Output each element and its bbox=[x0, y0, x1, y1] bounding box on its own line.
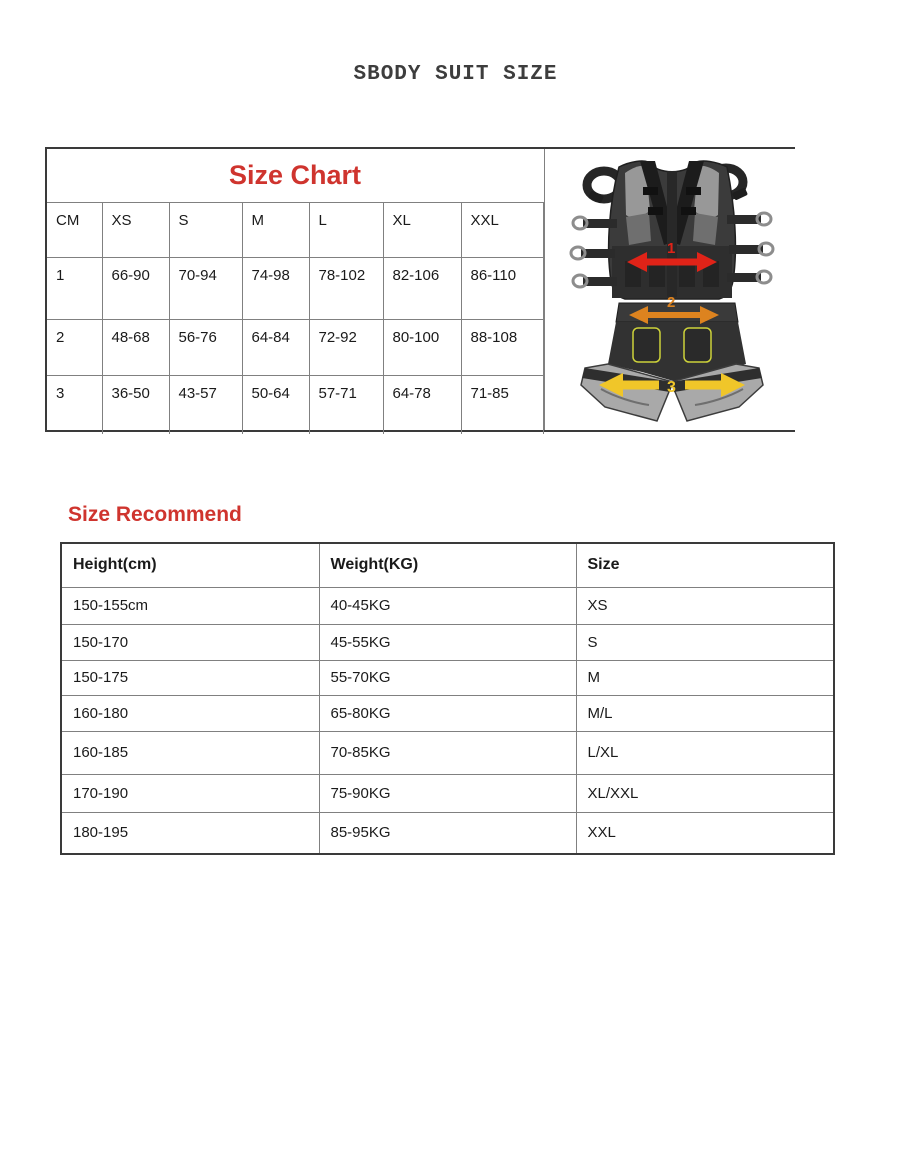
table-cell: 150-155cm bbox=[61, 587, 319, 624]
recommend-header-row bbox=[61, 543, 834, 587]
table-cell: 3 bbox=[47, 375, 102, 434]
col-header-cm: CM bbox=[47, 202, 102, 257]
table-row bbox=[61, 812, 834, 854]
table-cell: M bbox=[576, 660, 834, 695]
table-cell: 74-98 bbox=[242, 257, 309, 319]
vest-shape bbox=[608, 161, 735, 299]
col-header-xl: XL bbox=[383, 202, 461, 257]
table-cell: 2 bbox=[47, 319, 102, 375]
table-cell: 82-106 bbox=[383, 257, 461, 319]
table-cell: 75-90KG bbox=[319, 774, 576, 812]
size-chart-title-row bbox=[47, 149, 543, 202]
col-header-size: Size bbox=[576, 543, 834, 587]
table-cell: 1 bbox=[47, 257, 102, 319]
suit-measurement-diagram bbox=[545, 149, 799, 430]
size-chart-table bbox=[47, 149, 544, 434]
table-row bbox=[61, 774, 834, 812]
table-row bbox=[47, 257, 543, 319]
table-cell: 48-68 bbox=[102, 319, 169, 375]
table-row bbox=[61, 660, 834, 695]
table-cell: 55-70KG bbox=[319, 660, 576, 695]
col-header-height: Height(cm) bbox=[61, 543, 319, 587]
table-cell: 66-90 bbox=[102, 257, 169, 319]
col-header-l: L bbox=[309, 202, 383, 257]
table-cell: 57-71 bbox=[309, 375, 383, 434]
table-cell: 86-110 bbox=[461, 257, 543, 319]
table-cell: M/L bbox=[576, 695, 834, 731]
col-header-xxl: XXL bbox=[461, 202, 543, 257]
thigh-label: 3 bbox=[666, 379, 676, 396]
table-cell: 50-64 bbox=[242, 375, 309, 434]
table-row bbox=[47, 375, 543, 434]
table-row bbox=[61, 587, 834, 624]
table-cell: 150-175 bbox=[61, 660, 319, 695]
waist-label: 2 bbox=[666, 294, 675, 311]
col-header-xs: XS bbox=[102, 202, 169, 257]
table-cell: 70-85KG bbox=[319, 731, 576, 774]
table-cell: 80-100 bbox=[383, 319, 461, 375]
suit-photo-cell bbox=[544, 149, 799, 430]
size-chart-section bbox=[45, 147, 795, 432]
col-header-s: S bbox=[169, 202, 242, 257]
table-cell: 85-95KG bbox=[319, 812, 576, 854]
chest-label: 1 bbox=[666, 240, 675, 257]
table-cell: 160-185 bbox=[61, 731, 319, 774]
table-cell: XXL bbox=[576, 812, 834, 854]
table-cell: 70-94 bbox=[169, 257, 242, 319]
table-cell: 71-85 bbox=[461, 375, 543, 434]
table-row bbox=[61, 695, 834, 731]
col-header-weight: Weight(KG) bbox=[319, 543, 576, 587]
table-cell: 170-190 bbox=[61, 774, 319, 812]
table-cell: 56-76 bbox=[169, 319, 242, 375]
size-recommend-title: Size Recommend bbox=[68, 503, 242, 526]
table-cell: 40-45KG bbox=[319, 587, 576, 624]
table-cell: 88-108 bbox=[461, 319, 543, 375]
size-chart-header-row bbox=[47, 202, 543, 257]
table-cell: 160-180 bbox=[61, 695, 319, 731]
table-cell: 36-50 bbox=[102, 375, 169, 434]
col-header-m: M bbox=[242, 202, 309, 257]
table-cell: L/XL bbox=[576, 731, 834, 774]
table-cell: 45-55KG bbox=[319, 624, 576, 660]
page-title: SBODY SUIT SIZE bbox=[353, 63, 558, 86]
table-cell: 180-195 bbox=[61, 812, 319, 854]
table-cell: XL/XXL bbox=[576, 774, 834, 812]
size-recommend-table bbox=[60, 542, 835, 855]
table-cell: 72-92 bbox=[309, 319, 383, 375]
size-chart-title: Size Chart bbox=[47, 149, 543, 202]
table-cell: 150-170 bbox=[61, 624, 319, 660]
table-cell: 78-102 bbox=[309, 257, 383, 319]
table-row bbox=[61, 731, 834, 774]
table-row bbox=[61, 624, 834, 660]
table-cell: 64-84 bbox=[242, 319, 309, 375]
table-cell: 65-80KG bbox=[319, 695, 576, 731]
shorts-shape bbox=[581, 303, 763, 421]
table-row bbox=[47, 319, 543, 375]
table-cell: S bbox=[576, 624, 834, 660]
table-cell: 43-57 bbox=[169, 375, 242, 434]
table-cell: XS bbox=[576, 587, 834, 624]
table-cell: 64-78 bbox=[383, 375, 461, 434]
